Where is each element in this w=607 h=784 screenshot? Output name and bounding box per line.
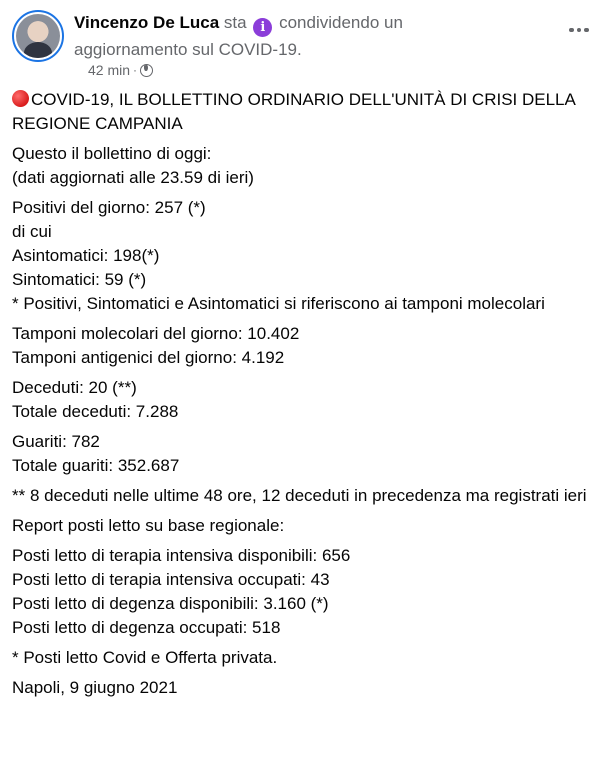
post-line: * Positivi, Sintomatici e Asintomatici si riferiscono ai tamponi molecolari	[12, 294, 545, 313]
activity-verb: sta	[223, 13, 247, 32]
post-line: Tamponi molecolari del giorno: 10.402	[12, 324, 300, 343]
post-line: Napoli, 9 giugno 2021	[12, 678, 178, 697]
post-line: Tamponi antigenici del giorno: 4.192	[12, 348, 285, 367]
post-meta	[88, 62, 153, 78]
avatar[interactable]	[12, 10, 64, 62]
post-paragraph	[12, 484, 597, 508]
post-title-text: COVID-19, IL BOLLETTINO ORDINARIO DELL'UNITÀ DI CRISI DELLA REGIONE CAMPANIA	[12, 90, 575, 133]
post-paragraph	[12, 322, 597, 370]
more-options-icon[interactable]	[565, 20, 593, 40]
post-line: Totale guariti: 352.687	[12, 456, 180, 475]
post-paragraphs	[12, 142, 597, 700]
post-line: Posti letto di terapia intensiva disponibili: 656	[12, 546, 351, 565]
post-headline	[74, 10, 494, 62]
post-line: Report posti letto su base regionale:	[12, 516, 285, 535]
post-line: ** 8 deceduti nelle ultime 48 ore, 12 deceduti in precedenza ma registrati ieri	[12, 486, 587, 505]
post-line: (dati aggiornati alle 23.59 di ieri)	[12, 168, 254, 187]
post-paragraph	[12, 544, 597, 640]
post-paragraph	[12, 676, 597, 700]
post-paragraph	[12, 142, 597, 190]
more-dot	[584, 28, 589, 33]
more-dot	[569, 28, 574, 33]
post-line: Asintomatici: 198(*)	[12, 246, 160, 265]
avatar-image	[16, 14, 60, 58]
info-icon: i	[253, 18, 272, 37]
post-paragraph	[12, 196, 597, 316]
post-line: Deceduti: 20 (**)	[12, 378, 137, 397]
activity-text: condividendo un aggiornamento sul COVID-19.	[74, 13, 403, 59]
post-paragraph	[12, 646, 597, 670]
post-line: Guariti: 782	[12, 432, 100, 451]
post-line: Posti letto di terapia intensiva occupati: 43	[12, 570, 330, 589]
more-dot	[577, 28, 582, 33]
meta-separator: ·	[133, 63, 138, 77]
post-line: Questo il bollettino di oggi:	[12, 144, 212, 163]
post-line: Posti letto di degenza occupati: 518	[12, 618, 281, 637]
post-line: Sintomatici: 59 (*)	[12, 270, 147, 289]
post-line: Posti letto di degenza disponibili: 3.160 (*)	[12, 594, 329, 613]
red-circle-icon	[12, 90, 29, 107]
globe-icon[interactable]	[140, 64, 153, 77]
post-line: di cui	[12, 222, 52, 241]
post-timestamp[interactable]: 42 min	[88, 62, 131, 78]
post-line: Positivi del giorno: 257 (*)	[12, 198, 206, 217]
post-header	[12, 6, 597, 78]
author-name[interactable]: Vincenzo De Luca	[74, 13, 220, 32]
post-body	[12, 88, 597, 706]
post-line: * Posti letto Covid e Offerta privata.	[12, 648, 278, 667]
post-paragraph	[12, 376, 597, 424]
post-paragraph	[12, 514, 597, 538]
post-paragraph	[12, 430, 597, 478]
post-title	[12, 88, 597, 136]
post-line: Totale deceduti: 7.288	[12, 402, 179, 421]
